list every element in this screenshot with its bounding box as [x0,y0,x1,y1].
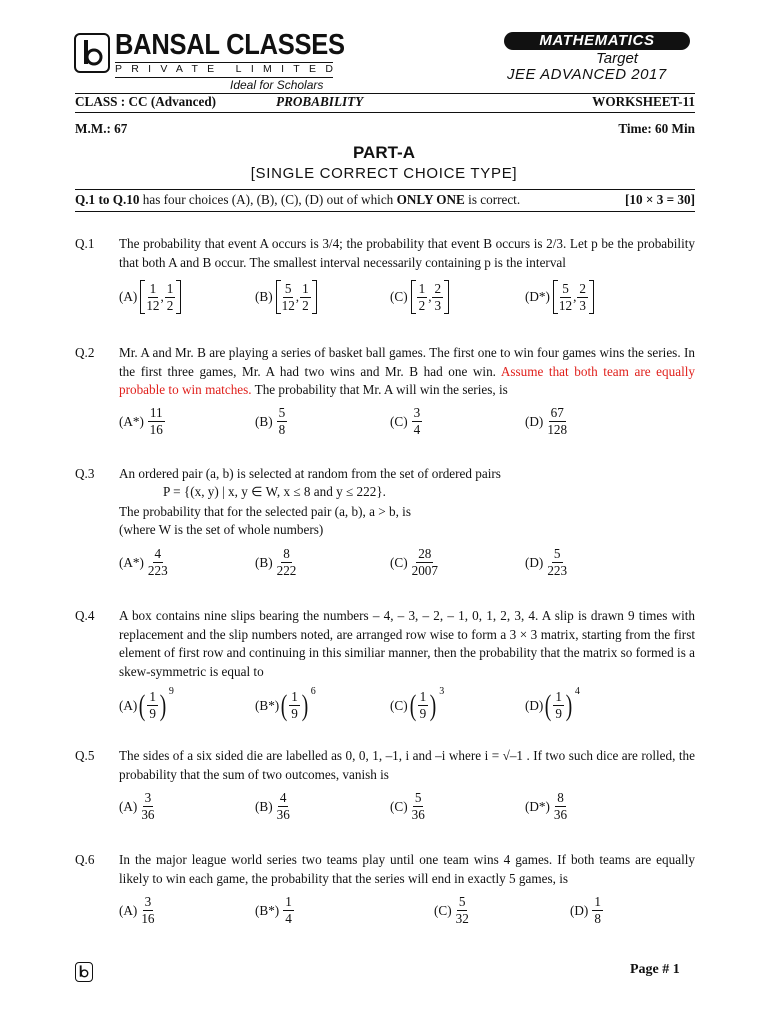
instruction-row [75,192,695,208]
option-a[interactable]: (A*) $\frac{11}{16}$ [119,405,163,437]
brand-logo [74,33,110,73]
marks-row [75,121,695,137]
option-b[interactable]: (B*) ( $\frac{1}{9}$ ) 6 [255,686,316,722]
question-number: Q.4 [75,608,95,623]
option-c[interactable]: (C) $\frac{5}{32}$ [434,894,469,926]
option-b[interactable]: (B*) $\frac{1}{4}$ [255,894,292,926]
option-a[interactable]: (A) $\frac{1}{12}$ , $\frac{1}{2}$ [119,280,181,314]
subject-badge: MATHEMATICS [504,32,690,50]
option-a[interactable]: (A) $\frac{3}{16}$ [119,894,155,926]
option-d[interactable]: (D*) $\frac{8}{36}$ [525,790,568,822]
class-label: CLASS : CC (Advanced) [75,94,217,109]
question-text: A box contains nine slips bearing the numbers – 4, – 3, – 2, – 1, 0, 1, 2, 3, 4. A slip is drawn 9 times with replacement and the slip numbers noted, are arranged row wise to form a 3 × 3 matrix, starting from the first element of first row and continuing in this similiar manner, then the probability that the matrix so formed is a skew-symmetric is equal to [119,608,695,679]
option-b[interactable]: (B) $\frac{5}{8}$ [255,405,286,437]
part-title: PART-A [352,143,415,162]
option-b[interactable]: (B) $\frac{4}{36}$ [255,790,290,822]
option-c[interactable]: (C) ( $\frac{1}{9}$ ) 3 [390,686,445,722]
section-marks: [10 × 3 = 30] [625,192,695,207]
header-divider-2 [75,112,695,113]
question-text: In the major league world series two teams play until one team wins 4 games. If both teams are equally likely to win each game, the probability that the series will end in exactly 5 games, is [119,852,695,886]
option-d[interactable]: (D*) $\frac{5}{12}$ , $\frac{2}{3}$ [525,280,594,314]
instruction-bottom-line [75,211,695,212]
option-d[interactable]: (D) ( $\frac{1}{9}$ ) 4 [525,686,580,722]
option-b[interactable]: (B) $\frac{5}{12}$ , $\frac{1}{2}$ [255,280,317,314]
question-text: Mr. A and Mr. B are playing a series of basket ball games. The first one to win four games wins the series. In the first three games, Mr. A had two wins and Mr. B had one win. Assume that both team are equally probable to win matches. The probability that Mr. A will win the series, is [119,345,695,397]
option-b[interactable]: (B) $\frac{8}{222}$ [255,546,297,578]
option-c[interactable]: (C) $\frac{3}{4}$ [390,405,421,437]
question-number: Q.6 [75,852,95,867]
question-text-3: (where W is the set of whole numbers) [119,522,324,537]
option-a[interactable]: (A) ( $\frac{1}{9}$ ) 9 [119,686,174,722]
question-number: Q.3 [75,466,95,481]
question-number: Q.1 [75,236,95,251]
page-number: Page # 1 [630,962,680,977]
exam-name: JEE ADVANCED 2017 [507,66,667,83]
brand-logo-icon [76,35,108,71]
option-c[interactable]: (C) $\frac{28}{2007}$ [390,546,438,578]
worksheet-label: WORKSHEET-11 [592,94,695,109]
part-subtitle: [SINGLE CORRECT CHOICE TYPE] [250,165,518,182]
option-c[interactable]: (C) $\frac{5}{36}$ [390,790,425,822]
option-d[interactable]: (D) $\frac{67}{128}$ [525,405,568,437]
max-marks: M.M.: 67 [75,121,128,136]
class-row [75,94,695,110]
question-number: Q.2 [75,345,95,360]
question-text-2: The probability that for the selected pair (a, b), a > b, is [119,504,411,519]
brand-subtitle: PRIVATE LIMITED [115,62,333,78]
question-note: Assume that both team are equally probable to win matches. [119,363,695,397]
option-d[interactable]: (D) $\frac{1}{8}$ [570,894,601,926]
option-d[interactable]: (D) $\frac{5}{223}$ [525,546,568,578]
option-a[interactable]: (A) $\frac{3}{36}$ [119,790,155,822]
question-number: Q.5 [75,748,95,763]
footer-logo-icon [75,962,93,982]
question-text: An ordered pair (a, b) is selected at random from the set of ordered pairs [119,466,501,481]
question-set: P = {(x, y) | x, y ∈ W, x ≤ 8 and y ≤ 222}. [163,484,386,499]
topic-label: PROBABILITY [276,94,364,109]
brand-tagline: Ideal for Scholars [230,78,324,92]
option-c[interactable]: (C) $\frac{1}{2}$ , $\frac{2}{3}$ [390,280,449,314]
brand-name: BANSAL CLASSES [115,29,345,61]
question-text: The sides of a six sided die are labelled as 0, 0, 1, –1, i and –i where i = √–1 . If two such dice are rolled, the probability that the sum of two outcomes, vanish is [119,748,695,782]
question-text: The probability that event A occurs is 3/4; the probability that event B occurs is 2/3. Let p be the probability that both A and B occur. The smallest interval necessarily containing p is the interval [119,236,695,270]
time-limit: Time: 60 Min [618,121,695,136]
instruction-top-line [75,189,695,190]
target-label: Target [596,50,638,67]
option-a[interactable]: (A*) $\frac{4}{223}$ [119,546,168,578]
instruction-text: Q.1 to Q.10 has four choices (A), (B), (C), (D) out of which ONLY ONE is correct. [75,192,521,207]
